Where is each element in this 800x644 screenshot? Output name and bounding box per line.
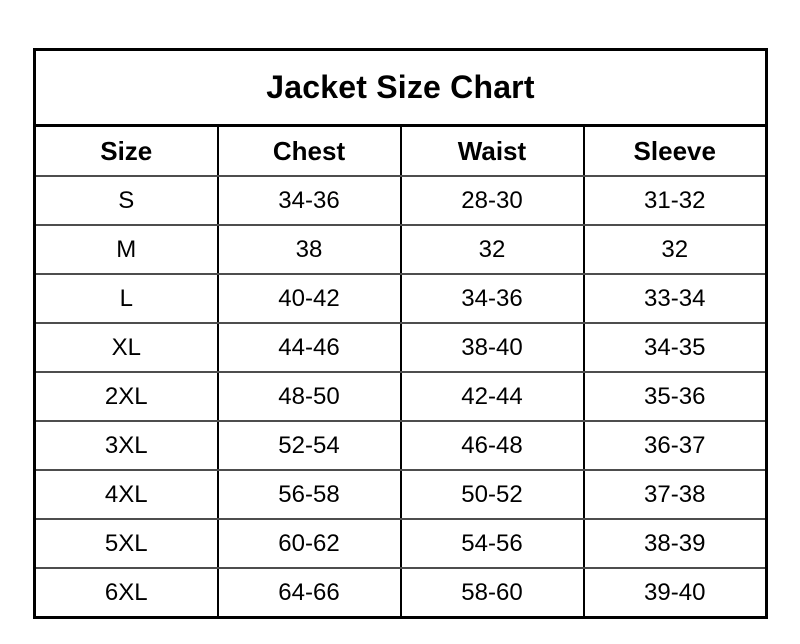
chest-cell: 52-54: [218, 421, 401, 470]
title-row: [35, 50, 767, 126]
column-header-waist: Waist: [401, 126, 584, 177]
table-row: [35, 372, 767, 421]
sleeve-cell: 37-38: [584, 470, 767, 519]
sleeve-cell: 38-39: [584, 519, 767, 568]
column-header-size: Size: [35, 126, 218, 177]
chest-cell: 38: [218, 225, 401, 274]
table-row: [35, 470, 767, 519]
sleeve-cell: 32: [584, 225, 767, 274]
table-row: [35, 225, 767, 274]
waist-cell: 34-36: [401, 274, 584, 323]
sleeve-cell: 39-40: [584, 568, 767, 618]
waist-cell: 58-60: [401, 568, 584, 618]
sleeve-cell: 34-35: [584, 323, 767, 372]
table-row: [35, 568, 767, 618]
chest-cell: 34-36: [218, 176, 401, 225]
chest-cell: 64-66: [218, 568, 401, 618]
sleeve-cell: 33-34: [584, 274, 767, 323]
waist-cell: 28-30: [401, 176, 584, 225]
header-row: [35, 126, 767, 177]
size-cell: XL: [35, 323, 218, 372]
table-row: [35, 519, 767, 568]
waist-cell: 42-44: [401, 372, 584, 421]
waist-cell: 46-48: [401, 421, 584, 470]
size-cell: 4XL: [35, 470, 218, 519]
waist-cell: 50-52: [401, 470, 584, 519]
size-cell: 3XL: [35, 421, 218, 470]
table-row: [35, 176, 767, 225]
chest-cell: 56-58: [218, 470, 401, 519]
table-row: [35, 323, 767, 372]
chest-cell: 40-42: [218, 274, 401, 323]
chart-title: Jacket Size Chart: [35, 50, 767, 126]
chest-cell: 44-46: [218, 323, 401, 372]
sleeve-cell: 31-32: [584, 176, 767, 225]
chest-cell: 60-62: [218, 519, 401, 568]
size-cell: L: [35, 274, 218, 323]
sleeve-cell: 36-37: [584, 421, 767, 470]
size-cell: M: [35, 225, 218, 274]
size-cell: 5XL: [35, 519, 218, 568]
size-cell: 6XL: [104, 578, 148, 606]
chest-cell: 48-50: [218, 372, 401, 421]
waist-cell: 32: [401, 225, 584, 274]
column-header-sleeve: Sleeve: [584, 126, 767, 177]
waist-cell: 38-40: [401, 323, 584, 372]
size-cell: 2XL: [35, 372, 218, 421]
column-header-chest: Chest: [218, 126, 401, 177]
table-row: [35, 274, 767, 323]
sleeve-cell: 35-36: [584, 372, 767, 421]
waist-cell: 54-56: [401, 519, 584, 568]
size-chart-body: [35, 176, 767, 618]
table-row: [35, 421, 767, 470]
size-chart-table: [33, 48, 768, 619]
size-cell: S: [35, 176, 218, 225]
